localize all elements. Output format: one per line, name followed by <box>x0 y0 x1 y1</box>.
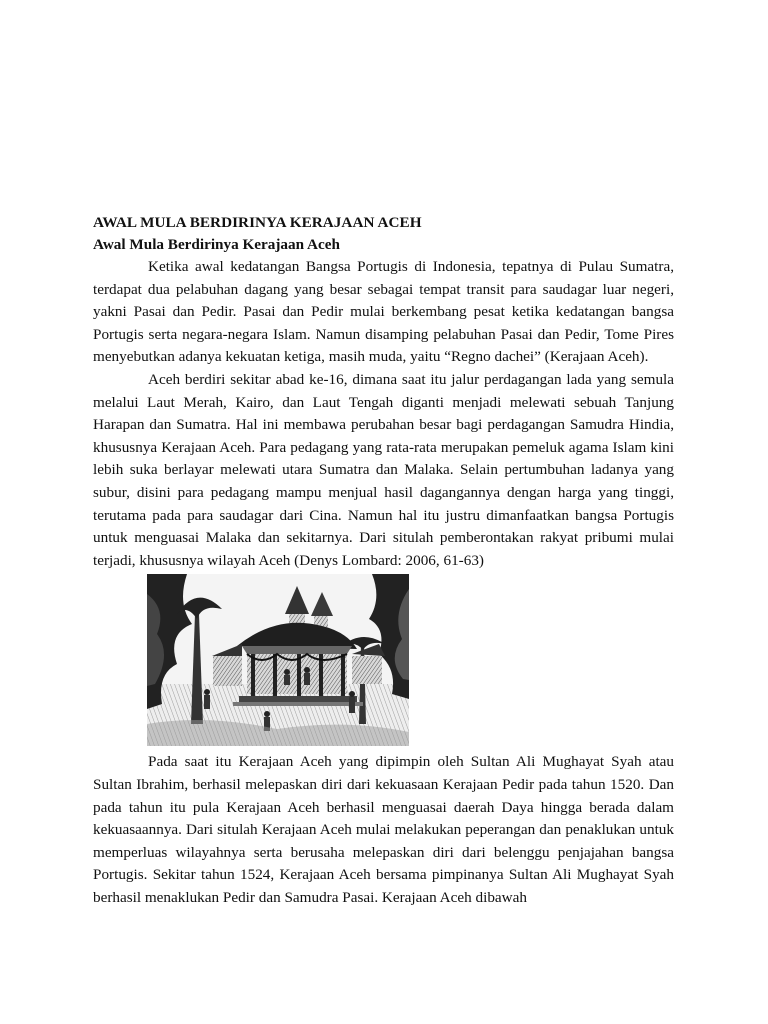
page-title: AWAL MULA BERDIRINYA KERAJAAN ACEH <box>93 214 422 231</box>
palace-engraving-image <box>147 574 409 746</box>
historical-illustration <box>147 574 409 746</box>
section-subtitle: Awal Mula Berdirinya Kerajaan Aceh <box>93 236 340 253</box>
paragraph-2: Aceh berdiri sekitar abad ke-16, dimana saat itu jalur perdagangan lada yang semula melalui Laut Merah, Kairo, dan Laut Tengah diganti menjadi melewati sebuah Tanjung Harapan dan Sumatra. Hal ini membawa perubahan besar bagi perdagangan Samudra Hindia, khususnya Kerajaan Aceh. Para pedagang yang rata-rata merupakan pemeluk agama Islam kini lebih suka berlayar melewati utara Sumatra dan Malaka. Selain pertumbuhan ladanya yang subur, disini para pedagang mampu menjual hasil dagangannya dengan harga yang tinggi, terutama pada para saudagar dari Cina. Namun hal itu justru dimanfaatkan bangsa Portugis untuk menguasai Malaka dan sekitarnya. Dari situlah pemberontakan rakyat pribumi mulai terjadi, khususnya wilayah Aceh (Denys Lombard: 2006, 61-63) <box>93 370 674 569</box>
document-page <box>93 212 674 909</box>
paragraph-3: Pada saat itu Kerajaan Aceh yang dipimpin oleh Sultan Ali Mughayat Syah atau Sultan Ibrahim, berhasil melepaskan diri dari kekuasaan Kerajaan Pedir pada tahun 1520. Dan pada tahun itu pula Kerajaan Aceh berhasil menguasai daerah Daya hingga berada dalam kekuasaannya. Dari situlah Kerajaan Aceh mulai melakukan peperangan dan penaklukan untuk memperluas wilayahnya serta berusaha melepaskan diri dari belenggu penjajahan bangsa Portugis. Sekitar tahun 1524, Kerajaan Aceh bersama pimpinanya Sultan Ali Mughayat Syah berhasil menaklukan Pedir dan Samudra Pasai. Kerajaan Aceh dibawah <box>93 753 674 906</box>
paragraph-1: Ketika awal kedatangan Bangsa Portugis di Indonesia, tepatnya di Pulau Sumatra, terdapat dua pelabuhan dagang yang besar sebagai tempat transit para saudagar luar negeri, yakni Pasai dan Pedir. Pasai dan Pedir mulai berkembang pesat ketika kedatangan bangsa Portugis serta negara-negara Islam. Namun disamping pelabuhan Pasai dan Pedir, Tome Pires menyebutkan adanya kekuatan ketiga, masih muda, yaitu “Regno dachei” (Kerajaan Aceh). <box>93 258 674 366</box>
